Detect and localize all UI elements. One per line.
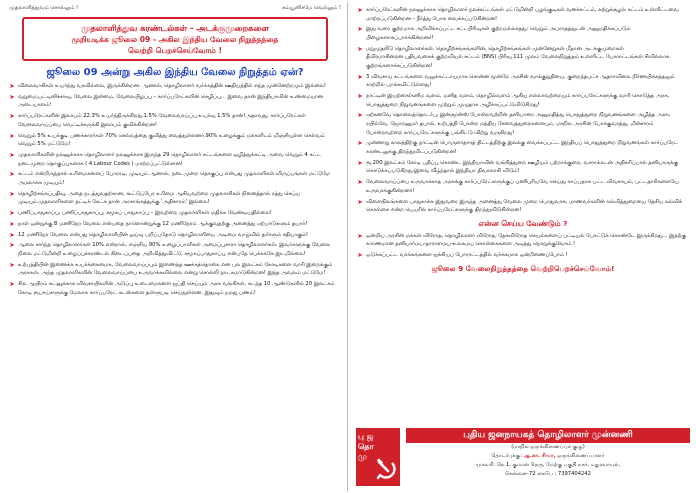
list-item xyxy=(8,190,342,207)
list-item xyxy=(8,241,342,258)
point-text: கார்ப்பரேட்களின் நலனுக்காக தொழிலாளர் நலச்சட்டங்கள் மட்டுமின்றி பழங்குடிகள் வனச்சட்டம், சுற்றுச்சூழல் சட்டம் உள்ளிட்டவை மாற்றப்படுகின்றன – நீர்த்து போக வைக்கப்படுகின்றன! xyxy=(366,7,679,22)
list-item xyxy=(8,220,342,229)
arrow-bullet-icon: ➤ xyxy=(9,260,15,269)
list-item xyxy=(356,198,690,215)
list-item xyxy=(8,93,342,110)
arrow-bullet-icon: ➤ xyxy=(357,44,363,53)
arrow-bullet-icon: ➤ xyxy=(9,241,15,250)
arrow-bullet-icon: ➤ xyxy=(357,6,363,14)
headline-line-2: முறியடிக்க ஜூலை 09 - அகில இந்திய வேலை நிறுத்தத்தை xyxy=(71,35,279,44)
list-item xyxy=(356,92,690,109)
list-item xyxy=(8,261,342,278)
arrow-bullet-icon: ➤ xyxy=(357,231,363,240)
point-text: ஆலை சார்ந்த தொழிலாளர்கள் 10% என்றால், எஞ்சிய 90% உழைப்பாளிகள் அமைப்புசாரா தொழிலாளர்கள். இவர்களுக்கு வேலை நிலை மட்டுமின்றி உழைப்புச்சுரண்டல் கிடைப்பதை அறிவித்துவிட்டு, சமூகப்பாதுகாப்பு என்பதே பெச்சுக்கே இடமில்லை! xyxy=(18,242,331,257)
point-text: ஏற்கனவே தொலைத்தொடர்பு, இன்சூரன்ஸ் போன்றவற்றின் தனியாரை அனுமதித்து பொதுத்துறை நிறுவனங்களை அழித்த அரசு, ரயில்வே, ஜோறனுமர் தபால், உற்பத்தி போன்ற மத்திய சேவைத்துறைகளையும், மாநில அரசின் போக்குவரத்து, மின்சாரம் போன்றவற்றை கார்ப்பரேட்களுக்கு பங்கிட்டு விற்று வருகிறது! xyxy=(366,112,671,136)
what-to-do-heading: என்ன செய்ய வேண்டும் ? xyxy=(478,218,568,228)
contact-role: ஒருங்கிணைப்பாளர் xyxy=(557,453,605,459)
column-divider xyxy=(347,2,348,491)
list-item xyxy=(8,231,342,240)
point-text: 3 விவசாய சட்டங்களை வலுக்கட்டாயமாக சொன்ன மூன்றே அரசின் வாக்குறுதியை, குறைந்தபட்ச ஆதாரவிலை நிர்ணயிக்கத்தலும் காற்றில் பறக்கவிட்டுள்ளது! xyxy=(366,73,675,89)
list-item xyxy=(356,25,690,42)
point-text: முன்னாறு காலத்திற்கு நாட்டின் பொருளாதாரத் திட்டத்திற்கு இலக்கு வைக்கப்பட்ட இந்தியப் பொதுத்துறை நிறுவனங்கள் கார்ப்பரேட் சுரண்டலுக்கு திறந்துவிடப்படுகின்றன! xyxy=(366,140,678,156)
list-item xyxy=(356,251,690,260)
contact-line xyxy=(491,452,604,461)
list-item xyxy=(356,232,690,249)
arrow-bullet-icon: ➤ xyxy=(9,170,15,179)
point-text: பணிப்பாதுகாப்பு, பணிப்பாதுகாப்பு, சமூகப் பாதுகாப்பு – இவற்றை முதலாளிகள் மதிக்க வேண்டியதில்லை! xyxy=(18,210,272,217)
point-text: வறுமை,பட்டினிச்சாவு, வேலை இன்மை, வேலையிழப்பு – கார்ப்பரேட்களின் செழிப்பு... இவை தான் இந்தியாவின் உண்மையான அடையாளம்! xyxy=(18,93,323,109)
point-text: ஒடுக்கப்பட்ட வர்க்கங்களை ஐக்கியப் போராட்டத்தில் வர்க்கமாக ஒன்றிணைப்போம் ! xyxy=(366,252,568,259)
arrow-bullet-icon: ➤ xyxy=(9,82,15,90)
top-left-slogan: முதலாளித்துவம் சொல்லும் ! xyxy=(9,5,79,11)
arrow-bullet-icon: ➤ xyxy=(357,158,363,167)
headline-box xyxy=(22,17,328,61)
list-item xyxy=(356,111,690,137)
arrow-bullet-icon: ➤ xyxy=(9,280,15,289)
list-item xyxy=(8,82,342,91)
right-points-list xyxy=(354,6,692,215)
arrow-bullet-icon: ➤ xyxy=(9,209,15,218)
point-text: நாட்டின் இயற்கை/கனிம வளம், மனித வளம், தொழில்வளம் ஆகிய எல்லாவற்றையும் கார்ப்பரேட்களுக்கு வாரி கொடுத்த அரசு, பொதுத்துறை நிறுவனங்களை முற்றும் முழுதாக அழிக்கப்பட்டுவிடுகிறது! xyxy=(366,93,670,108)
list-item xyxy=(356,45,690,71)
logo-text: பு ஜ தொ மு xyxy=(358,432,374,461)
point-text: விளைநிலங்களை பாதுகாக்க இதுவரை இருந்த அனைத்து வேலை முறை பொதுவாக, மாணவர்களின் கல்வித்துறையை தேசிய கல்விக் கொள்கை என்ற பெயரில் கார்ப்பரேட்களுக்கு திறந்துவிடுகின்றன! xyxy=(366,198,683,214)
organization-info xyxy=(406,426,690,488)
top-right-slogan: கம்யூனிசமே வெல்லும் ! xyxy=(282,5,341,11)
arrow-bullet-icon: ➤ xyxy=(357,251,363,260)
left-column xyxy=(6,4,344,490)
arrow-bullet-icon: ➤ xyxy=(9,230,15,239)
arrow-bullet-icon: ➤ xyxy=(9,189,15,198)
arrow-bullet-icon: ➤ xyxy=(9,150,15,159)
point-text: சில ஆயிரம் கடனுக்காக விவசாயிகளின் அடுப்பு உடைமைகளை ஜப்தி செய்யும் அரசு வங்கிகள், கடந்த 10 ஆண்டுகளில் 20 இலட்சம் கோடி ரூபாய்களுக்கு மேலாக கார்ப்பரேட் கடன்களை தள்ளுபடி செய்துள்ளன. இதுவும் நமது பணம்! xyxy=(18,281,335,296)
list-item xyxy=(8,280,342,297)
contact-name: ஆ.கா. சிவா, xyxy=(523,453,556,459)
address: முகவரி: நெ.1, குமரன் தெரு, மேற்கு பகுதி நகர், மதுரவாயல், xyxy=(475,462,621,468)
headline-line-1: முதலாளித்துவ சுரண்டல்கள் - அடக்குமுறைகளை xyxy=(81,23,269,33)
list-item xyxy=(356,139,690,156)
point-text: ரூ.200 இலட்சம் கோடி பதிப்பு கொண்ட இந்தியாவின் வங்கித்துறை ஊழியம் பற்றாக்குறை, வாராக்கடன் அதிகரிப்பால் தனியாருக்கு கொடுக்கப்படுகிறது.இவை வீழ்ந்தால் இந்தியா திவாலாகி விடும்! xyxy=(366,159,679,175)
arrow-bullet-icon: ➤ xyxy=(357,178,363,187)
list-item xyxy=(356,159,690,176)
list-item xyxy=(8,132,342,149)
arrow-bullet-icon: ➤ xyxy=(357,111,363,120)
top-slogans xyxy=(6,4,344,13)
list-item xyxy=(8,151,342,168)
organization-subtitle: (மாநில ஒருங்கிணைப்புக் குழு) xyxy=(511,444,585,450)
list-item xyxy=(356,178,690,195)
point-text: முதலாளிகளின் நலனுக்காக தொழிலாளர் நலனுக்காக இருந்த 29 தொழிலாளர் சட்டங்களை ஒழித்துக்கட்டி அவை வெறும் 4 சட்ட நடைமுறை தொகுப்புகளாக ( 4 Labour Codes ) மாற்றப்பட்டுள்ளன! xyxy=(18,151,321,167)
point-text: உற்பத்தியின் இணைக்க உயர்க்கைமைக, வேலைவாய்ப்பும் இணைந்த ஊக்கத்தொகை என பல இலட்சம் கோடிகளை வாரி இறைக்கும் அரசுகள், அந்த முதலாளிகளின் வேலைவாய்ப்பை உருவாக்கவில்லை என்று சொல்லி நாடகமாடுகின்றன! இந்த அவலம் மட்டுமே! xyxy=(18,261,333,277)
point-text: சட்டம் என்றிருந்தால் உரிமைகளைப் போராடி, முடியும்.ஆனால், நடைமுறை தொகுப்பு என்பது முதலாளிகள் விருப்பங்கள் மட்டுமே அமலாக்க முடியும்! xyxy=(18,171,330,186)
point-text: தொழிற்சங்கப்பதிவு, அதை நடத்துவதற்கான, கூட்டுப்பேர உரிமை ஆகியவற்றை முதலாளிகள் நினைத்தால் ரத்து செய்ய முடியும்.முதலாளிகளை தட்டிக் கேட்க தான் அரசாங்கத்துக்கு 'அதிகாரம்' இல்லை! xyxy=(18,190,301,206)
phone: சென்னை-72 கைபே : 7397404242 xyxy=(505,471,591,477)
list-item xyxy=(8,209,342,218)
closing-slogan: ஜூலை 9 வேலைநிறுத்தத்தை வெற்றிபெறச்செய்வோம்! xyxy=(431,263,615,273)
footer xyxy=(356,426,690,488)
list-item xyxy=(8,170,342,187)
left-points-list xyxy=(6,82,344,297)
action-points-list xyxy=(354,232,692,260)
list-item xyxy=(8,112,342,129)
arrow-bullet-icon: ➤ xyxy=(9,112,15,121)
arrow-bullet-icon: ➤ xyxy=(9,219,15,228)
point-text: ஒன்றிய அரசின் மக்கள் விரோத, தொழிலாளர் விரோத, தேசவிரோத செயல்களைப் பட்டியல் போட்டுக் கொண்டே இருக்கிறது... இதற்கு காரணமான தனியார்மய-தாராளமய-உலகமய கொள்கைகளை அடித்து நொறுக்குவோம் ! xyxy=(366,232,686,248)
question-heading: ஜூலை 09 அன்று அகில இந்திய வேலை நிறுத்தம் ஏன்? xyxy=(46,67,304,78)
point-text: விலைவாசிகள் உயர்ந்து வரவில்லை, இருக்கின்றன. ஆனால், தொழிலாளர் வர்க்கத்தின் ஊதியத்தில் எந்த முன்னேற்றமும் இல்லை! xyxy=(18,83,327,89)
headline-line-3: வெற்றி பெறச்செய்வோம் ! xyxy=(128,46,222,55)
arrow-bullet-icon: ➤ xyxy=(357,92,363,101)
arrow-bullet-icon: ➤ xyxy=(9,131,15,140)
point-text: மறுமுதலீடு தொழிலாளர்கள், தொழிற்சங்கங்களின், தொழிற்சங்கங்கள் முன்னேறுகள் மீதான அடக்குமுறைகள் தீவிரமாகின்றன.புதியவகைக் குற்றவியல் சட்டம் (BNS) பிரிவு 111 முலம் வேலைநிறுத்தம் உள்ளிட்ட போராட்டங்கள் சிவில்லாக குற்றங்களாக்கப்படுகின்றன! xyxy=(366,45,670,69)
point-text: இது வரை குற்றமாக அறிவிக்கப்பட்ட சட்டபிரிவுகள் குற்றமல்லாதது: வெறும் அபராதத்துடன் அனுமதிக்கப்படும் பிழைகளாகப்பார்க்கின்றனர்! xyxy=(366,26,631,41)
arrow-bullet-icon: ➤ xyxy=(357,72,363,81)
arrow-bullet-icon: ➤ xyxy=(357,25,363,34)
arrow-bullet-icon: ➤ xyxy=(9,92,15,101)
point-text: கார்ப்பரேட்களின் இலாபம் 22.3% உயர்ந்திருக்கிறது.1.5% வேலைவாய்ப்பு உயர்வு 1.5% தான்!அதாவது, கார்ப்பரேட்கள் வேலைவாய்ப்பை வெட்டிச்சுருக்கி இலாபம் குவிக்கின்றன! xyxy=(18,113,306,128)
arrow-bullet-icon: ➤ xyxy=(357,197,363,206)
point-text: நாள் ஒன்றுக்கு 8 மணிநேர வேலை என்பதை நாளொன்றுக்கு 12 மணிநேரம் ஆக்குவதற்கு அனைத்து ஏற்பாடுகளும் தயார்! xyxy=(18,220,308,227)
point-text: 12 மணிநேர வேலை என்பது தொழிலாளியின் ஓய்வு பறிப்பதோடு தொழிலாளியை அடிமை வாழ்வில் தள்ளும் சதியாகும்! xyxy=(18,231,309,238)
point-text: வேலைவாய்ப்பை உருவாக்காத அரசுக்கு கார்ப்பரேட்களுக்குப் பணிபுரியவே செய்து காப்பதாக பட்ட விவசாயம், பட்டதாரிகளையே உருவாக்குகின்றனர்! xyxy=(366,179,679,194)
right-column xyxy=(354,4,692,490)
contact-prefix: தொடர்புக்கு: xyxy=(491,453,522,459)
hammer-sickle-icon xyxy=(375,458,397,480)
organization-name: புதிய ஜனநாயகத் தொழிலாளர் முன்னணி xyxy=(406,428,690,443)
arrow-bullet-icon: ➤ xyxy=(357,139,363,148)
list-item xyxy=(356,73,690,90)
organization-logo xyxy=(356,428,400,486)
point-text: வெறும் 5% உயர்குடி பணக்காரர்கள் 70% செல்வத்தை குவித்து வைத்துள்ளனர்.90% உழைக்கும் மக்களிடம் மிஞ்சியுள்ள செல்வம் வெறும் 5% மட்டுமே! xyxy=(18,132,325,148)
list-item xyxy=(356,6,690,23)
